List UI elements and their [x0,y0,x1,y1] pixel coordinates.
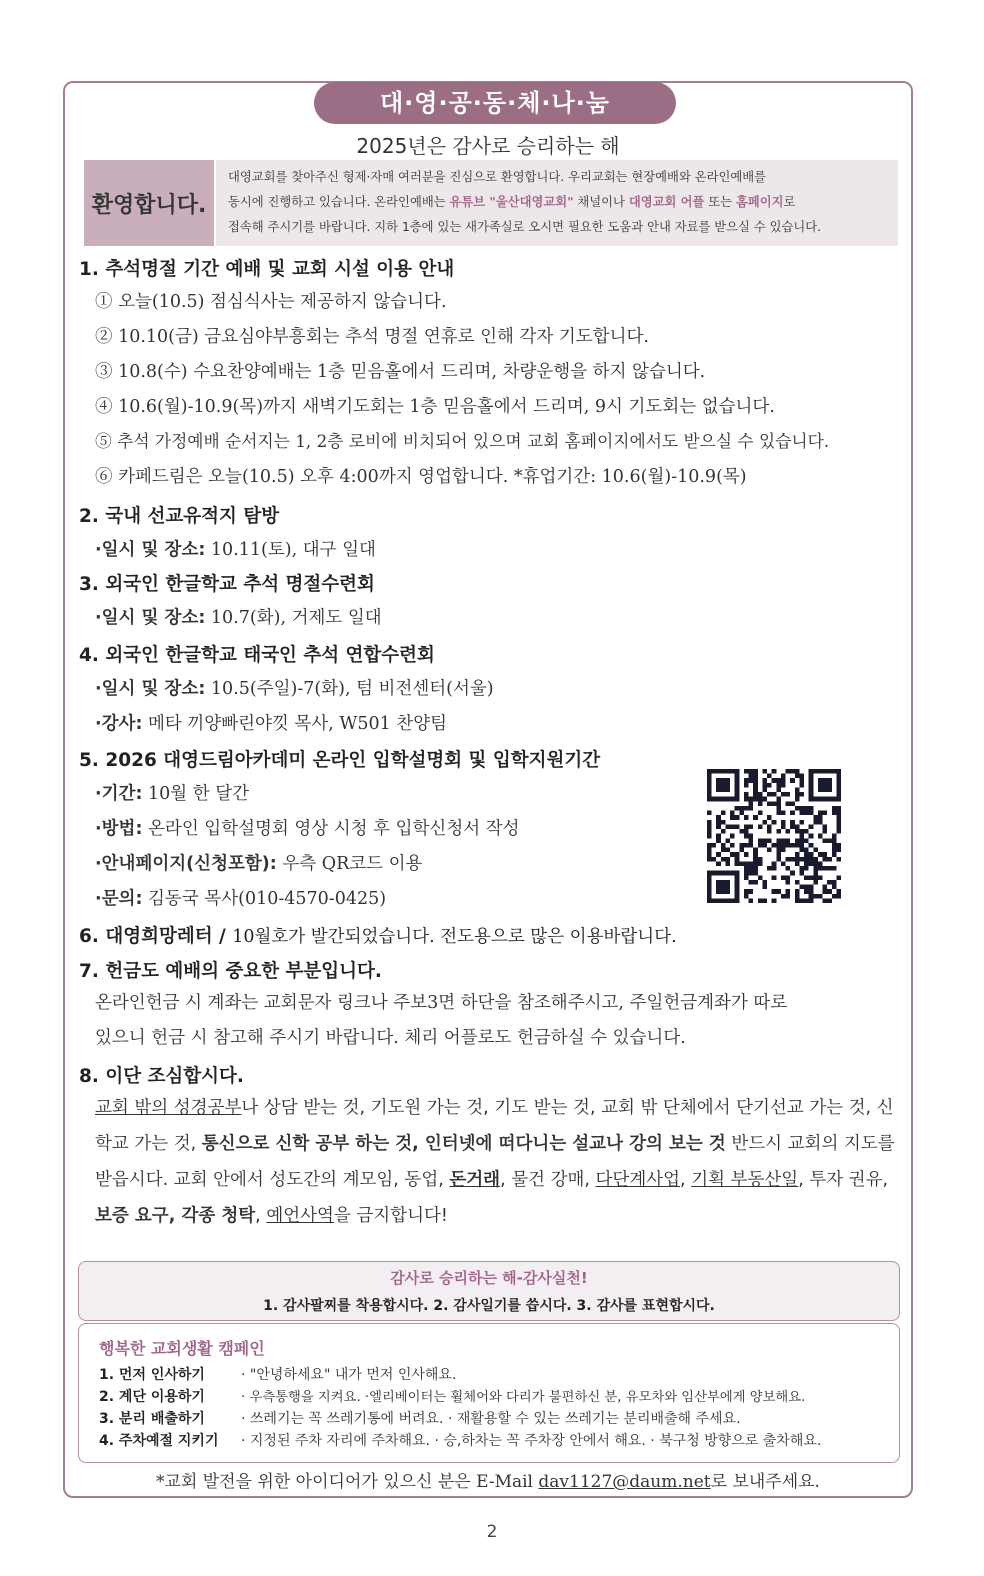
footer-note [63,1467,913,1492]
section-6-line [79,922,677,948]
campaign-value: · 지정된 주차 자리에 주차해요. · 승,하차는 꼭 주차장 안에서 해요. · 북구청 방향으로 출차해요. [241,1433,822,1449]
section-1-item: ⑤ 추석 가정예배 순서지는 1, 2층 로비에 비치되어 있으며 교회 홈페이지에서도 받으실 수 있습니다. [95,431,830,451]
section-4-line [95,710,447,735]
welcome-text-2e: 또는 [704,195,736,209]
section-1-item: ④ 10.6(월)-10.9(목)까지 새벽기도회는 1층 믿음홀에서 드리며, 9시 기도회는 없습니다. [95,397,775,417]
campaign-key: 4. 주차예절 지키기 [99,1433,219,1449]
campaign-key: 2. 계단 이용하기 [99,1389,205,1405]
gratitude-text: 1. 감사팔찌를 착용합시다. 2. 감사일기를 씁시다. 3. 감사를 표현합시다. [263,1298,715,1314]
email-link[interactable]: dav1127@daum.net [538,1472,711,1492]
section-2-title: 2. 국내 선교유적지 탐방 [79,506,280,527]
section-8-text: , [680,1170,692,1190]
welcome-text-2g: 로 [783,195,796,209]
warning-money: 돈거래 [449,1170,501,1190]
gratitude-box [78,1261,900,1321]
warning-guarantee: 보증 요구, 각종 청탁 [95,1206,256,1226]
section-8-text: , 투자 권유, [798,1170,889,1190]
campaign-key: 3. 분리 배출하기 [99,1411,205,1427]
section-5-value: 우측 QR코드 이용 [276,854,423,874]
section-7-line: 온라인헌금 시 계좌는 교회문자 링크나 주보3면 하단을 참조해주시고, 주일헌금계좌가 따로 [95,993,788,1013]
campaign-value: · 우측통행을 지켜요. ·엘리베이터는 휠체어와 다리가 불편하신 분, 유모차와 임산부에게 양보해요. [241,1390,806,1405]
section-1-item: ⑥ 카페드림은 오늘(10.5) 오후 4:00까지 영업합니다. *휴업기간: 10.6(월)-10.9(목) [95,467,747,487]
section-5-line [95,780,249,805]
section-2-key: ·일시 및 장소: [95,540,206,560]
app-link[interactable]: 대영교회 어플 [628,195,705,209]
footer-text: *교회 발전을 위한 아이디어가 있으신 분은 E-Mail [156,1472,539,1492]
campaign-title: 행복한 교회생활 캠페인 [99,1339,265,1358]
section-1-item: ② 10.10(금) 금요심야부흥회는 추석 명절 연휴로 인해 각자 기도합니다. [95,327,649,347]
section-5-key: ·기간: [95,784,143,804]
welcome-text-2c: 채널이나 [573,195,629,209]
warning-online-study: 통신으로 신학 공부 하는 것, 인터넷에 떠다니는 설교나 강의 보는 것 [201,1134,726,1154]
section-6-title: 6. 대영희망레터 / [79,926,233,947]
section-4-key: ·일시 및 장소: [95,679,206,699]
welcome-label: 환영합니다. [84,160,214,246]
section-3-line [95,604,382,629]
page-title: 대·영·공·동·체·나·눔 [314,82,676,124]
welcome-box [84,160,898,246]
warning-mlm: 다단계사업 [595,1170,681,1190]
section-7-title: 7. 헌금도 예배의 중요한 부분입니다. [79,961,382,982]
campaign-box [78,1323,900,1463]
welcome-text-2a: 동시에 진행하고 있습니다. 온라인예배는 [228,195,450,209]
section-1-title: 1. 추석명절 기간 예배 및 교회 시설 이용 안내 [79,259,455,280]
footer-text: 로 보내주세요. [710,1472,820,1492]
campaign-key: 1. 먼저 인사하기 [99,1367,205,1383]
section-1-item: ① 오늘(10.5) 점심식사는 제공하지 않습니다. [95,292,447,312]
welcome-line-2 [228,190,898,215]
welcome-line-1: 대영교회를 찾아주신 형제·자매 여러분을 진심으로 환영합니다. 우리교회는 현장예배와 온라인예배를 [228,170,766,184]
section-5-line [95,815,520,840]
section-2-line [95,536,376,561]
section-4-line [95,675,494,700]
warning-bible-study: 교회 밖의 성경공부 [95,1098,242,1118]
qr-code-icon[interactable] [707,769,841,903]
section-8-text: 나 상담 받는 것, 기도원 가는 것, 기도 받는 것, 교회 밖 단체에서 단기선교 가는 것, 신학교 가는 것, [95,1098,894,1154]
campaign-value: · 쓰레기는 꼭 쓰레기통에 버려요. · 재활용할 수 있는 쓰레기는 분리배출해 주세요. [241,1411,741,1427]
section-8-text: , 물건 강매, [500,1170,596,1190]
section-1-item: ③ 10.8(수) 수요찬양예배는 1층 믿음홀에서 드리며, 차량운행을 하지 않습니다. [95,362,706,382]
warning-real-estate: 기획 부동산일 [691,1170,799,1190]
section-8-text: 을 금지합니다! [333,1206,448,1226]
section-7-line: 있으니 헌금 시 참고해 주시기 바랍니다. 체리 어플로도 헌금하실 수 있습니다. [95,1028,686,1048]
youtube-link[interactable]: 유튜브 "울산대영교회" [449,195,574,209]
section-4-value: 10.5(주일)-7(화), 텀 비전센터(서울) [205,679,494,699]
section-5-line [95,850,422,875]
section-4-value: 메타 끼양빠린야낏 목사, W501 찬양팀 [142,714,447,734]
section-3-value: 10.7(화), 거제도 일대 [205,608,382,628]
section-2-value: 10.11(토), 대구 일대 [205,540,376,560]
section-5-key: ·안내페이지(신청포함): [95,854,277,874]
section-5-value: 10월 한 달간 [142,784,250,804]
welcome-line-3: 접속해 주시기를 바랍니다. 지하 1층에 있는 새가족실로 오시면 필요한 도움과 안내 자료를 받으실 수 있습니다. [228,220,822,234]
section-6-text: 10월호가 발간되었습니다. 전도용으로 많은 이용바랍니다. [232,927,677,947]
section-8-text: 반드시 교회의 지도를 받읍시다. 교회 안에서 성도간의 계모임, 동업, [95,1134,895,1190]
homepage-link[interactable]: 홈페이지 [735,195,784,209]
gratitude-title: 감사로 승리하는 해-감사실천! [390,1269,588,1287]
page-subtitle: 2025년은 감사로 승리하는 해 [356,134,620,158]
section-4-key: ·강사: [95,714,143,734]
section-4-title: 4. 외국인 한글학교 태국인 추석 연합수련회 [79,645,435,666]
page-number: 2 [486,1522,498,1542]
section-5-value: 온라인 입학설명회 영상 시청 후 입학신청서 작성 [142,819,520,839]
section-8-text: , [255,1206,267,1226]
welcome-text [216,160,898,246]
section-3-title: 3. 외국인 한글학교 추석 명절수련회 [79,574,375,595]
warning-prophecy: 예언사역 [266,1206,334,1226]
section-5-key: ·방법: [95,819,143,839]
campaign-value: · "안녕하세요" 내가 먼저 인사해요. [241,1367,457,1383]
section-5-key: ·문의: [95,889,143,909]
section-8-title: 8. 이단 조심합시다. [79,1066,244,1087]
section-3-key: ·일시 및 장소: [95,608,206,628]
section-5-line [95,885,386,910]
section-5-title: 5. 2026 대영드림아카데미 온라인 입학설명회 및 입학지원기간 [79,750,601,771]
section-8-paragraph [95,1090,900,1234]
section-5-value: 김동국 목사(010-4570-0425) [142,889,387,909]
